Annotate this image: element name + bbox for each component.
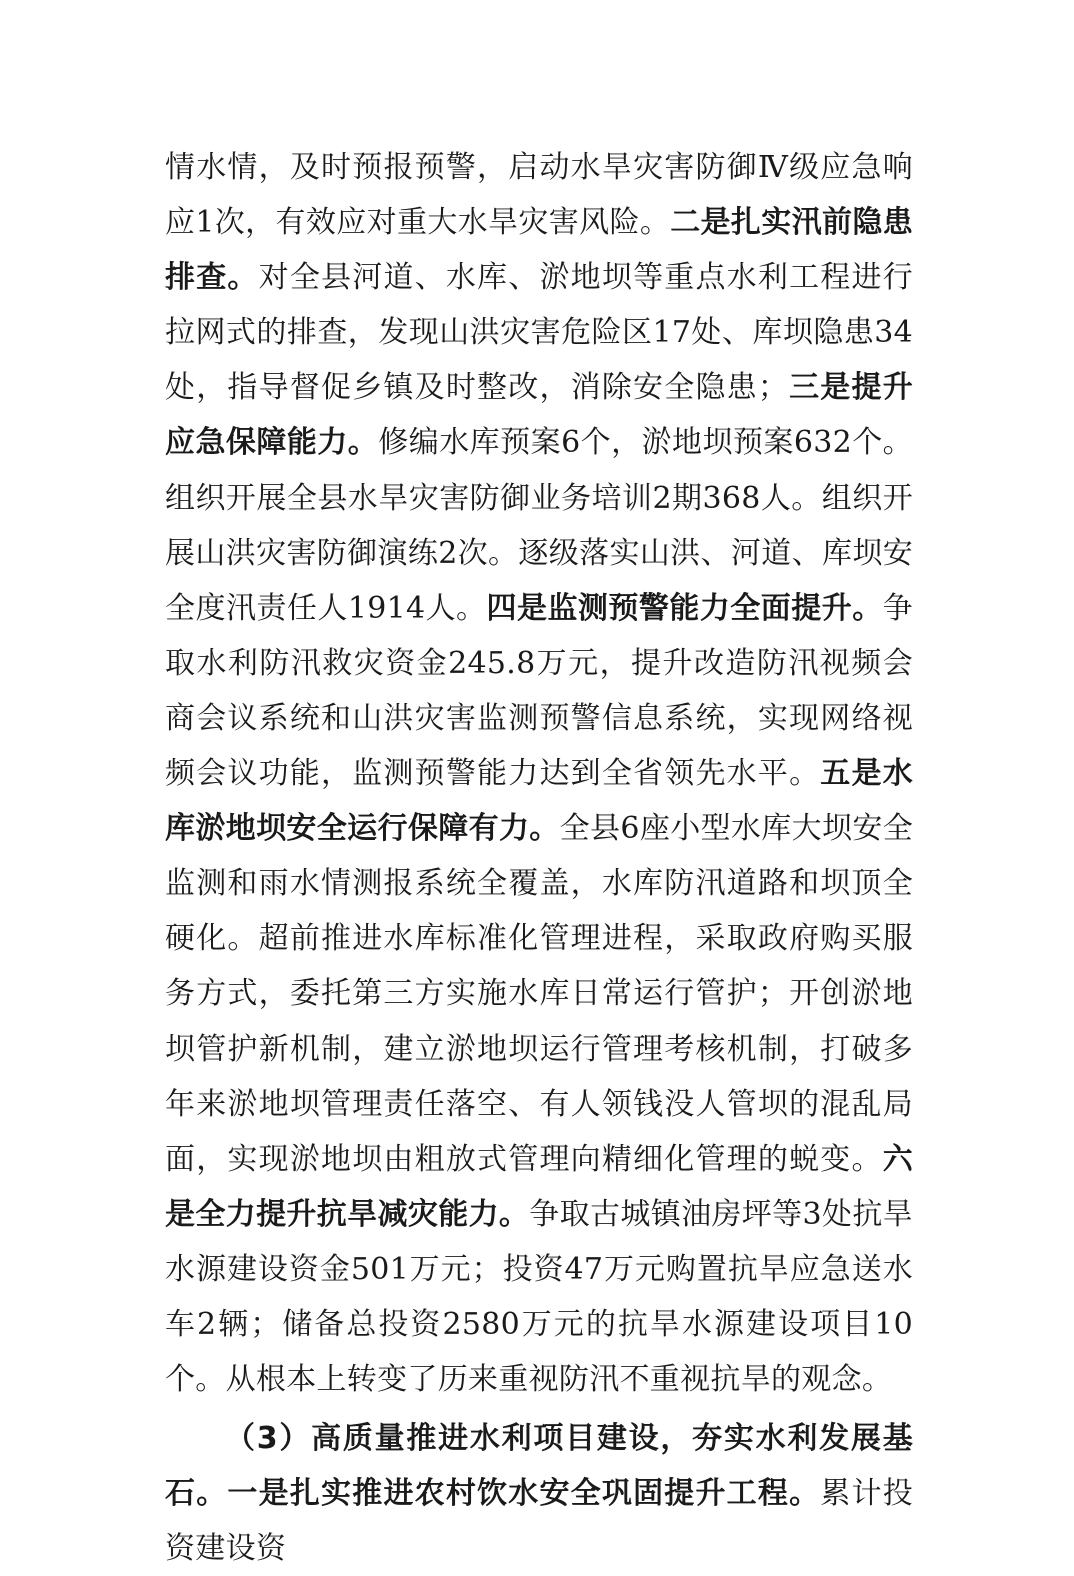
bold-point-one: 一是扎实推进农村饮水安全巩固提升工程。 — [227, 1476, 821, 1512]
section-heading: （3）高质量推进水利项目建设，夯实水利发展基石。 — [165, 1421, 913, 1512]
paragraph-water-projects — [165, 1411, 913, 1576]
bold-point-four: 四是监测预警能力全面提升。 — [486, 590, 883, 626]
text-segment: 对全县河道、水库、淤地坝等重点水利工程进行拉网式的排查，发现山洪灾害危险区17处、库坝隐患34处，指导督促乡镇及时整改，消除安全隐患； — [165, 260, 913, 406]
bold-point-three: 三是提升应急保障能力。 — [165, 370, 914, 461]
bold-point-six: 六是全力提升抗旱减灾能力。 — [165, 1141, 913, 1232]
text-segment: 累计投资建设资 — [165, 1476, 914, 1567]
bold-point-five: 五是水库淤地坝安全运行保障有力。 — [165, 756, 913, 847]
document-page — [165, 140, 913, 1576]
text-segment: 修编水库预案6个，淤地坝预案632个。组织开展全县水旱灾害防御业务培训2期368人。组织开展山洪灾害防御演练2次。逐级落实山洪、河道、库坝安全度汛责任人1914人。 — [165, 425, 913, 626]
text-segment: 情水情，及时预报预警，启动水旱灾害防御Ⅳ级应急响应1次，有效应对重大水旱灾害风险。 — [165, 150, 913, 241]
text-segment: 争取水利防汛救灾资金245.8万元，提升改造防汛视频会商会议系统和山洪灾害监测预警信息系统，实现网络视频会议功能，监测预警能力达到全省领先水平。 — [165, 590, 913, 792]
text-segment: 全县6座小型水库大坝安全监测和雨水情测报系统全覆盖，水库防汛道路和坝顶全硬化。超前推进水库标准化管理进程，采取政府购买服务方式，委托第三方实施水库日常运行管护；开创淤地坝管护新机制，建立淤地坝运行管理考核机制，打破多年来淤地坝管理责任落空、有人领钱没人管坝的混乱局面，实现淤地坝由粗放式管理向精细化管理的蜕变。 — [165, 811, 914, 1177]
bold-point-two: 二是扎实汛前隐患排查。 — [165, 205, 913, 296]
text-segment: 争取古城镇油房坪等3处抗旱水源建设资金501万元；投资47万元购置抗旱应急送水车2辆；储备总投资2580万元的抗旱水源建设项目10个。从根本上转变了历来重视防汛不重视抗旱的观念。 — [165, 1196, 913, 1398]
paragraph-flood-drought-defense — [165, 140, 913, 1407]
